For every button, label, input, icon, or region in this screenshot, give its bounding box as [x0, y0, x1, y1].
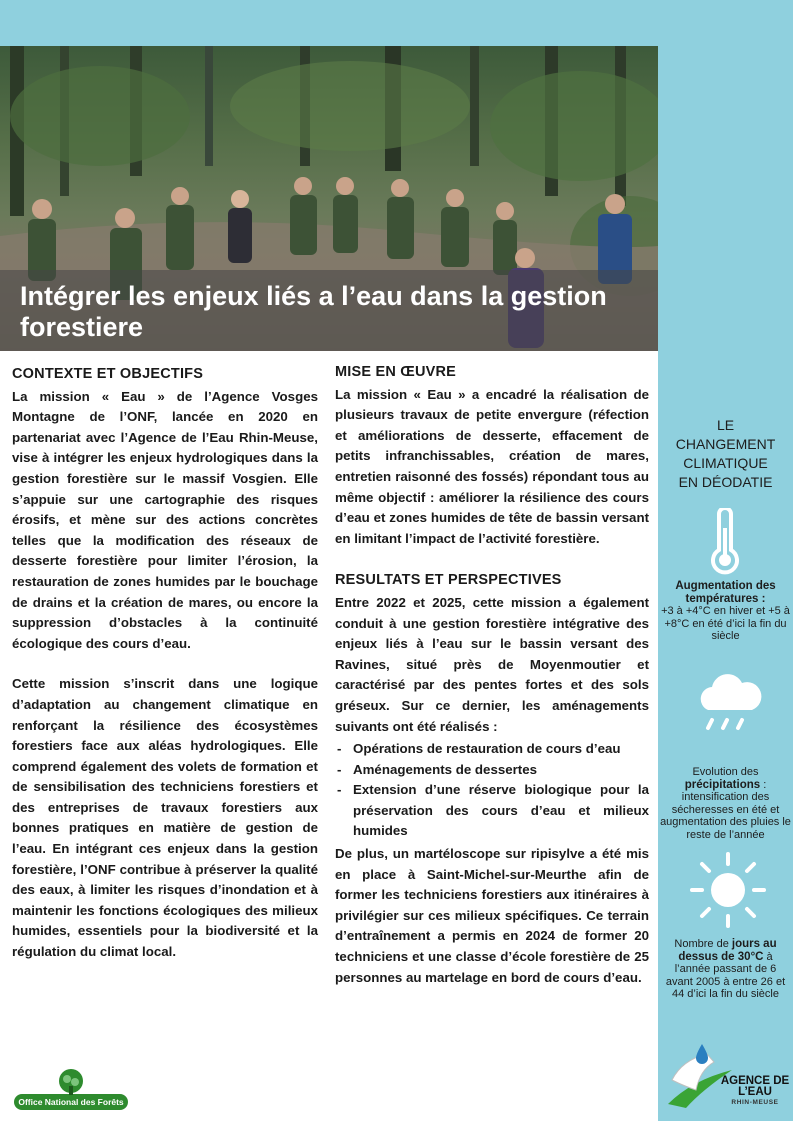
results-paragraph-1: Entre 2022 et 2025, cette mission a également conduit à une gestion forestière intégrative des enjeux liés à l’eau sur le bassin versant des Ravines, situé près de Moyenmoutier et caractérisé par des pentes fortes et des sols gréseux. Sur ce dernier, les aménagements suivants ont été réalisés : — [335, 594, 649, 734]
section-heading-results: RESULTATS ET PERSPECTIVES — [335, 572, 562, 589]
rain-cloud-icon — [690, 670, 770, 740]
precipitation-label: précipitations — [684, 778, 761, 791]
precipitation-value: : intensification des sécheresses en été et augmentation des pluies le reste de l’année — [660, 778, 791, 841]
implementation-paragraph: La mission « Eau » a encadré la réalisation de plusieurs travaux de petite envergure (réfection et améliorations de desserte, effacement de petits infranchissables, création de mares, entretien raisonné des fossés) répondant tous au même objectif : améliorer la résilience des cours d’eau et zones humides de tête de bassin versant en limitant l’impact de l’activité forestière. — [335, 386, 649, 546]
results-paragraph-2: De plus, un martéloscope sur ripisylve a été mis en place à Saint-Michel-sur-Meurthe afin de former les techniciens forestiers aux itinéraires à privilégier sur ces milieux spécifiques. Ce terrain d’entraînement a permis en 2024 de former 20 techniciens et une classe d’école forestière de 25 personnes au martelage en bord de cours d’eau. — [335, 846, 649, 985]
paragraph-spacer — [12, 654, 318, 674]
onf-logo — [12, 1068, 130, 1112]
heat-days-prefix: Nombre de — [674, 938, 729, 950]
sidebar-title-line: EN DÉODATIE — [678, 474, 773, 490]
heat-days-info — [660, 938, 791, 1001]
section-heading-implementation: MISE EN ŒUVRE — [335, 364, 457, 380]
sidebar-title-line: CHANGEMENT — [675, 436, 776, 452]
precipitation-prefix: Evolution des — [692, 766, 759, 778]
paragraph-spacer — [335, 549, 649, 570]
column-context — [12, 364, 318, 963]
precipitation-info — [660, 766, 791, 841]
sidebar-title-line: LE — [716, 417, 735, 433]
temperature-value: +3 à +4°C en hiver et +5 à +8°C en été d’ici la fin du siècle — [661, 605, 790, 642]
results-list — [335, 739, 649, 842]
sun-icon — [688, 850, 768, 930]
list-item: - Aménagements de dessertes — [335, 760, 649, 781]
context-paragraph-2: Cette mission s’inscrit dans une logique d’adaptation au changement climatique en renforçant la résilience des écosystèmes forestiers face aux aléas hydrologiques. Elle comprend également des volets de formation et de sensibilisation des techniciens forestiers et des entreprises de travaux forestiers aux bonnes pratiques en matière de gestion de l’eau. En intégrant ces enjeux dans la gestion forestière, l’ONF contribue à préserver la qualité des eaux, à limiter les risques d’inondation et à maintenir les fonctions écologiques des milieux humides, essentiels pour la biodiversité et la régulation du climat local. — [12, 676, 318, 960]
onf-logo-text: Office National des Forêts — [18, 1097, 124, 1107]
agence-logo-subtext: RHIN-MEUSE — [731, 1099, 779, 1106]
top-color-band — [0, 0, 793, 46]
temperature-label: Augmentation des températures : — [675, 580, 776, 605]
agence-logo-text: AGENCE DE L’EAU — [720, 1075, 790, 1098]
page-title: Intégrer les enjeux liés a l’eau dans la gestion forestiere — [20, 281, 607, 342]
heat-days-value: à l’année passant de 6 avant 2005 à entre 26 et 44 d’ici la fin du siècle — [665, 950, 786, 1000]
column-implementation — [335, 362, 649, 988]
temperature-info — [660, 580, 791, 643]
context-paragraph-1: La mission « Eau » de l’Agence Vosges Montagne de l’ONF, lancée en 2020 en partenariat avec l’Agence de l’Eau Rhin-Meuse, vise à intégrer les enjeux hydrologiques dans la gestion forestière sur le massif Vosgien. Elle s’appuie sur une cartographie des risques érosifs, et mène sur des actions concrètes telles que la modification des réseaux de desserte forestière pour limiter l’érosion, la restauration de zones humides par le bouchage de drains et la création de mares, ou encore la suppression d’obstacles à la continuité écologique des cours d’eau. — [12, 388, 318, 651]
list-item: - Opérations de restauration de cours d’eau — [335, 739, 649, 760]
heat-days-label: jours au dessus de 30°C — [678, 938, 777, 963]
section-heading-context: CONTEXTE ET OBJECTIFS — [12, 366, 204, 382]
list-item: - Extension d’une réserve biologique pour la préservation des cours d’eau et milieux humides — [335, 780, 649, 842]
sidebar-title — [660, 416, 791, 492]
thermometer-icon — [700, 508, 750, 578]
sidebar-title-line: CLIMATIQUE — [683, 455, 768, 471]
